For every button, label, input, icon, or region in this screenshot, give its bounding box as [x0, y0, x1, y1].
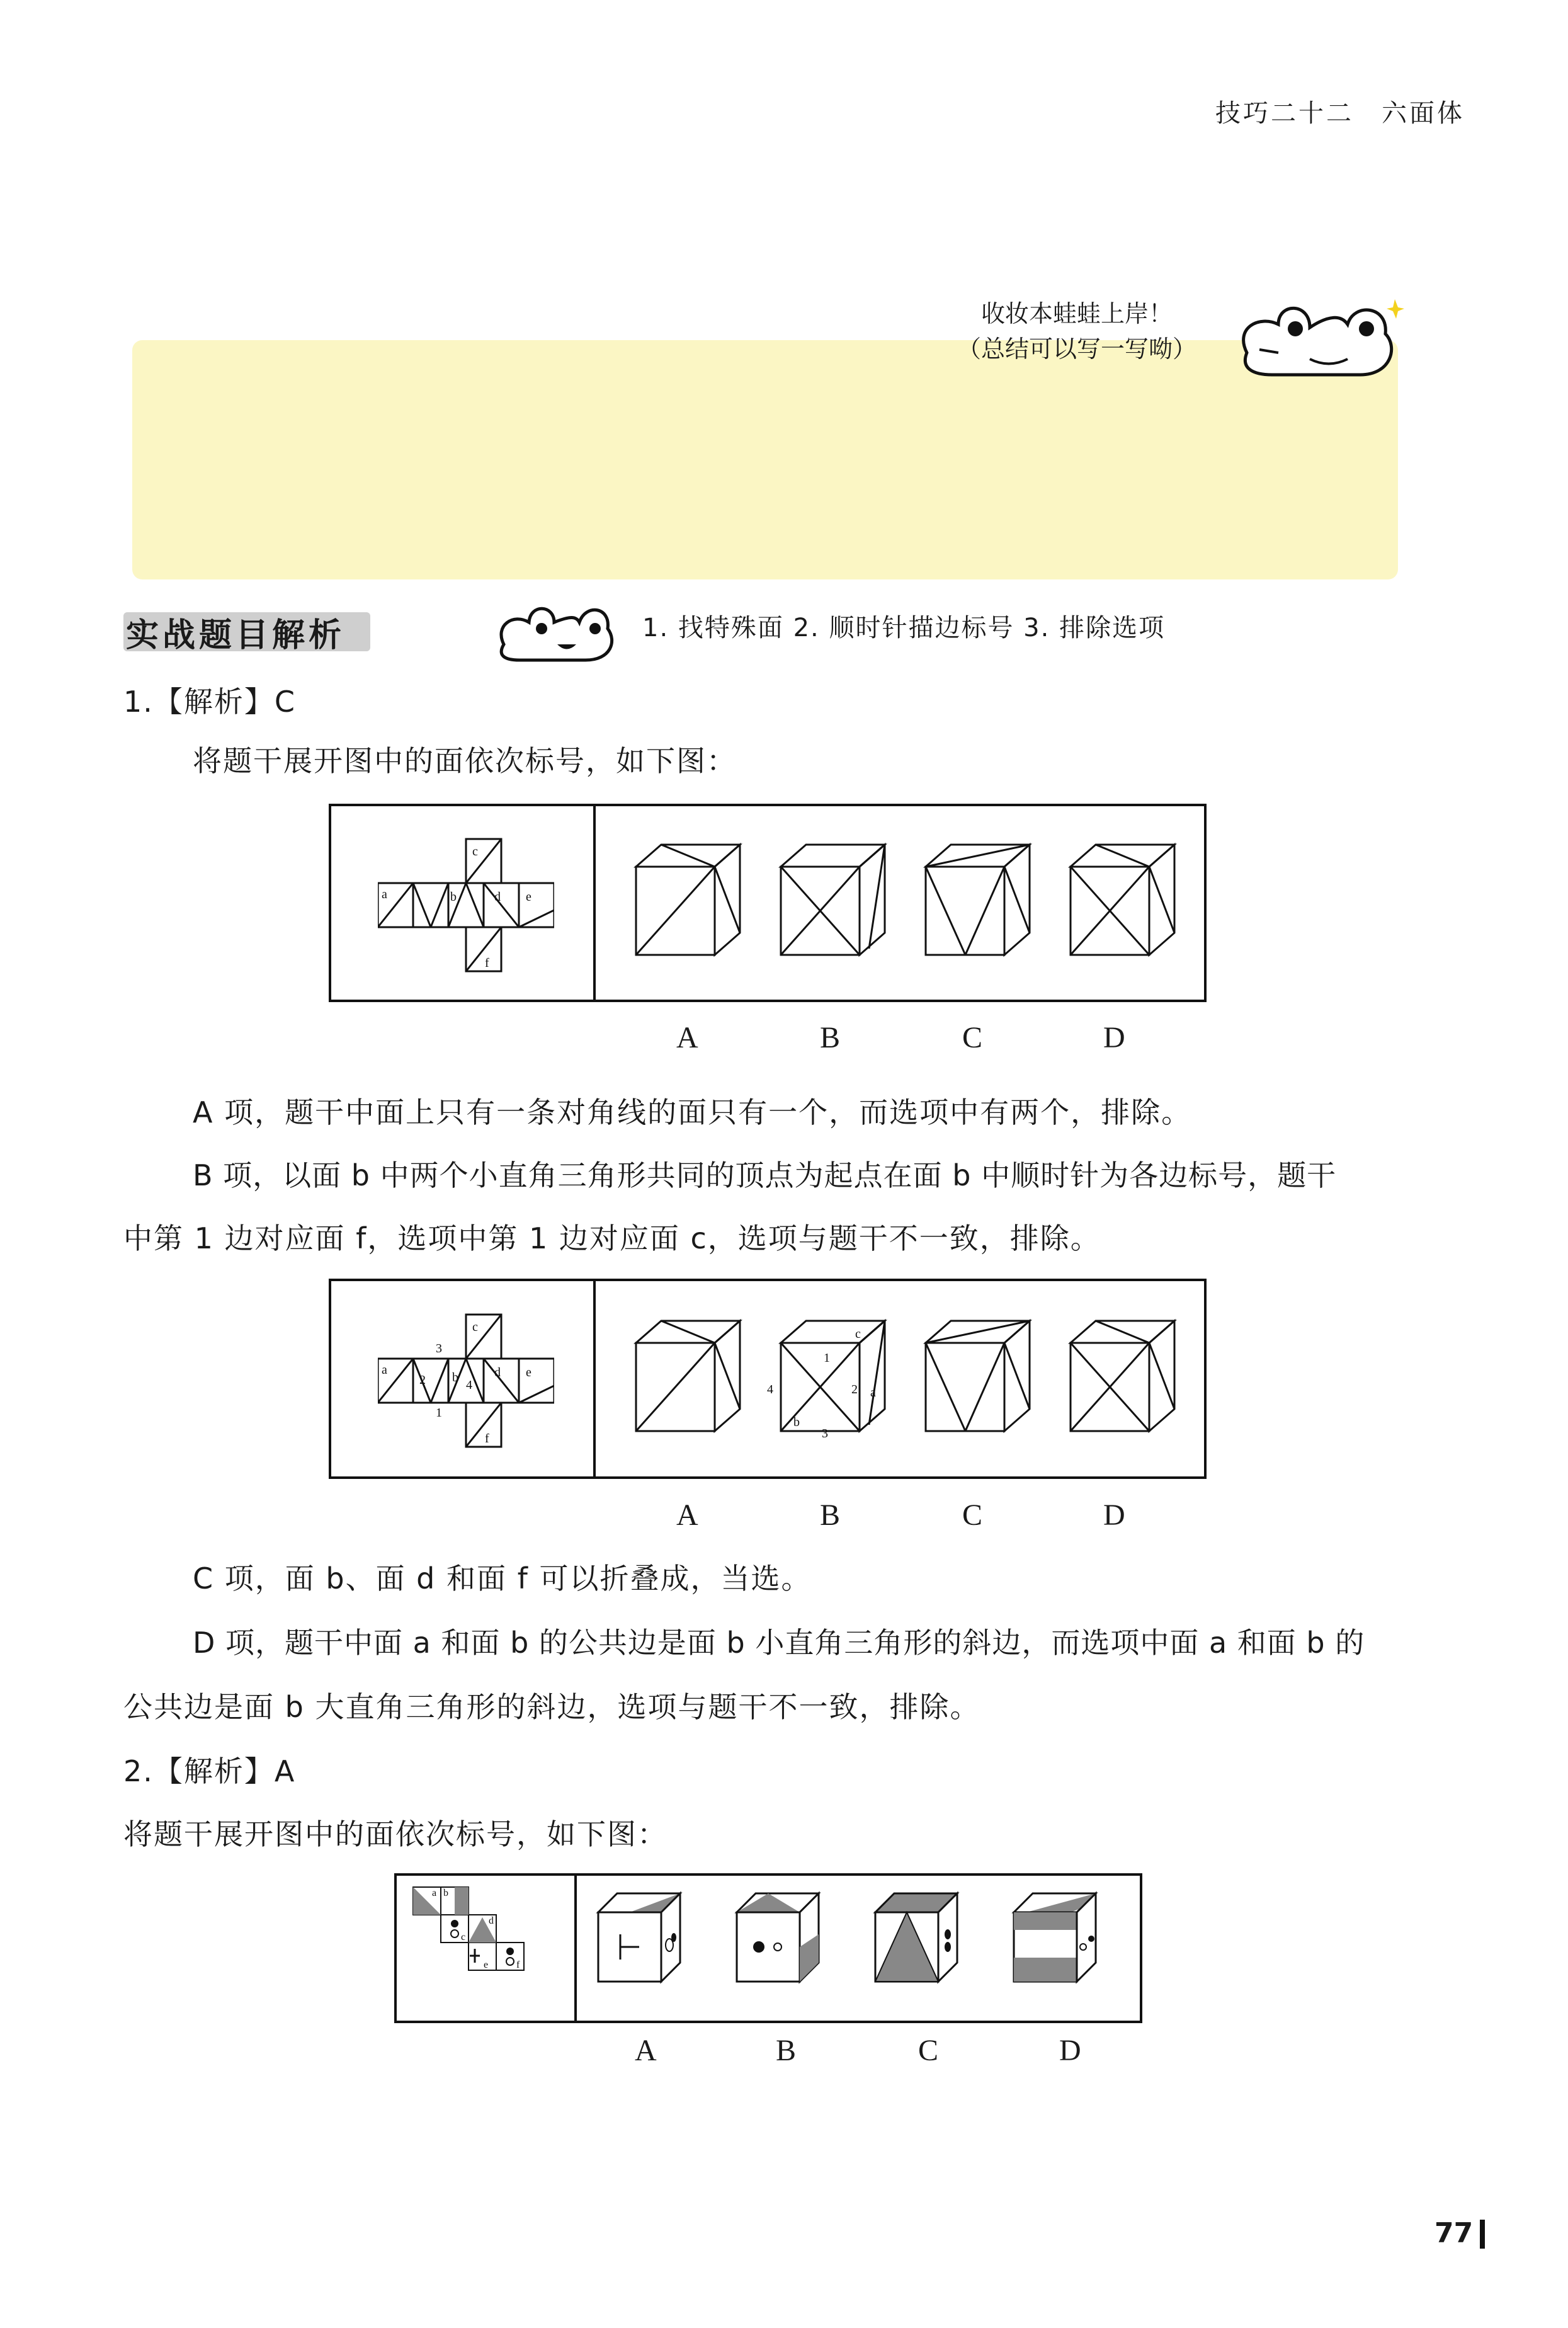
memo-line-2: （总结可以写一写呦）: [957, 335, 1196, 363]
q2-net-label-b: b: [443, 1888, 448, 1898]
q1-para-d1: D 项，题干中面 a 和面 b 的公共边是面 b 小直角三角形的斜边，而选项中面 a 和面 b 的: [193, 1626, 1365, 1660]
page-number-bar: [1480, 2220, 1485, 2249]
q1-opt-label-b: B: [820, 1021, 841, 1054]
q2-figure-divider: [574, 1873, 577, 2023]
q1-cube2-d: [1071, 1321, 1174, 1431]
q1-heading: 1.【解析】C: [123, 685, 297, 719]
memo-line-1: 收妆本蛙蛙上岸！: [980, 300, 1173, 328]
q2-opt-label-b: B: [776, 2034, 797, 2067]
cube-b2-label-4: 4: [767, 1383, 773, 1396]
q2-heading: 2.【解析】A: [123, 1754, 296, 1788]
q1-opt2-label-c: C: [962, 1498, 983, 1532]
section-title: 实战题目解析: [126, 617, 346, 654]
q1-opt-label-a: A: [676, 1021, 698, 1054]
q2-opt-label-d: D: [1059, 2034, 1081, 2067]
q1-para-d2: 公共边是面 b 大直角三角形的斜边，选项与题干不一致，排除。: [123, 1690, 980, 1724]
q1-para-a: A 项，题干中面上只有一条对角线的面只有一个，而选项中有两个，排除。: [193, 1095, 1192, 1129]
frog-icon-small: [491, 597, 617, 666]
memo-box: [132, 340, 1398, 579]
net2-label-f: f: [485, 1432, 489, 1446]
q2-cube-c: [875, 1893, 957, 1982]
q2-opt-label-c: C: [918, 2034, 939, 2067]
frog-icon: [1234, 290, 1404, 384]
q1-cube2-c: [926, 1321, 1030, 1431]
q2-cube-a: [598, 1893, 680, 1982]
net2-label-3: 3: [436, 1342, 442, 1355]
q2-net-label-a: a: [432, 1888, 437, 1898]
net2-label-c: c: [472, 1320, 478, 1334]
q1-cube2-b: [781, 1321, 885, 1431]
page-number: 77: [1434, 2217, 1474, 2249]
net2-label-d: d: [494, 1366, 501, 1379]
q2-net-label-e: e: [484, 1960, 489, 1970]
net1-label-d: d: [494, 890, 501, 904]
q2-intro: 将题干展开图中的面依次标号，如下图：: [123, 1817, 668, 1851]
q2-opt-label-a: A: [635, 2034, 657, 2067]
q2-net-label-c: c: [461, 1932, 466, 1943]
q1-opt-label-d: D: [1103, 1021, 1125, 1054]
page-header: 技巧二十二 六面体: [1215, 99, 1465, 128]
q1-net-1: [378, 838, 554, 976]
net2-label-b: b: [452, 1371, 458, 1384]
q1-opt2-label-b: B: [820, 1498, 841, 1532]
q2-cube-b: [737, 1893, 819, 1982]
net1-label-c: c: [472, 845, 478, 859]
section-tip: 1. 找特殊面 2. 顺时针描边标号 3. 排除选项: [642, 613, 1166, 642]
q2-options: [586, 1887, 1133, 2007]
net2-label-a: a: [382, 1363, 387, 1377]
q2-net-label-d: d: [489, 1915, 494, 1926]
net2-label-4: 4: [466, 1378, 472, 1392]
net1-label-e: e: [526, 890, 531, 904]
net2-label-2: 2: [419, 1373, 426, 1387]
q1-cube-b: [781, 845, 885, 955]
cube-b2-label-c: c: [855, 1327, 861, 1341]
cube-b2-label-b: b: [793, 1415, 800, 1429]
q2-cube-d: [1014, 1893, 1096, 1982]
q1-cube2-a: [636, 1321, 740, 1431]
net1-label-b: b: [450, 890, 457, 904]
q1-cube-a: [636, 845, 740, 955]
q1-intro: 将题干展开图中的面依次标号，如下图：: [193, 744, 737, 778]
net2-label-1: 1: [436, 1406, 442, 1420]
q2-net-label-f: f: [516, 1960, 520, 1970]
q1-opt-label-c: C: [962, 1021, 983, 1054]
cube-b2-label-1: 1: [824, 1351, 830, 1365]
q1-para-c: C 项，面 b、面 d 和面 f 可以折叠成，当选。: [193, 1561, 812, 1595]
q1-options-1: [623, 842, 1190, 967]
q1-options-2: [623, 1318, 1190, 1450]
memo-note: [945, 296, 1209, 367]
q1-opt2-label-a: A: [676, 1498, 698, 1532]
q1-para-b2: 中第 1 边对应面 f，选项中第 1 边对应面 c，选项与题干不一致，排除。: [123, 1221, 1101, 1255]
q1-cube-c: [926, 845, 1030, 955]
q2-net: [409, 1883, 560, 2009]
q1-para-b1: B 项，以面 b 中两个小直角三角形共同的顶点为起点在面 b 中顺时针为各边标号，题干: [193, 1158, 1337, 1192]
net1-label-f: f: [485, 956, 489, 970]
cube-b2-label-2: 2: [851, 1383, 858, 1396]
q1-figure-1-divider: [593, 804, 596, 1002]
cube-b2-label-a: a: [870, 1386, 876, 1400]
net1-label-a: a: [382, 887, 387, 901]
net2-label-e: e: [526, 1366, 531, 1379]
q1-net-2: [378, 1313, 554, 1452]
q1-cube-d: [1071, 845, 1174, 955]
q1-opt2-label-d: D: [1103, 1498, 1125, 1532]
cube-b2-label-3: 3: [822, 1427, 828, 1441]
q1-figure-2-divider: [593, 1279, 596, 1479]
